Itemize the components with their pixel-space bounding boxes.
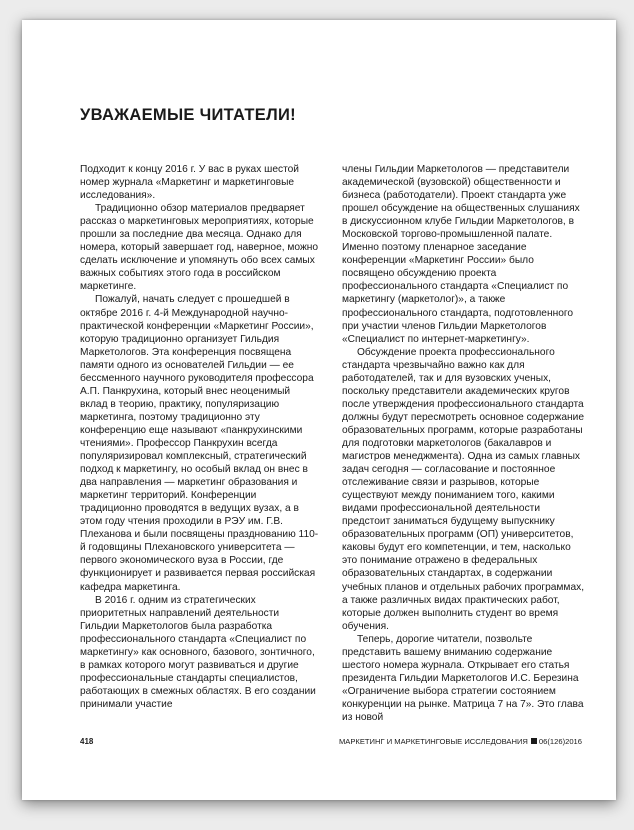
paragraph: члены Гильдии Маркетологов — представители академической (вузовской) общественности и бизнеса (работодатели). Проект стандарта уже прошел обсуждение на общественных слушаниях в дискуссионном клубе Гильдии Маркетологов, в Московской торгово-промышленной палате. Именно поэтому пленарное заседание конференции «Маркетинг России» было посвящено обсуждению проекта профессионального стандарта «Специалист по маркетингу (маркетолог)», а также профессионального стандарта, подготовленного при участии членов Гильдии Маркетологов «Специалист по интернет-маркетингу». bbox=[342, 164, 580, 345]
paragraph: Теперь, дорогие читатели, позвольте представить вашему вниманию содержание шестого номера журнала. Открывает его статья президента Гильдии Маркетологов И.С. Березина «Ограничение выбора стратегии состоянием конкуренции на рынке. Матрица 7 на 7». Это глава из новой bbox=[342, 633, 584, 723]
paragraph: Подходит к концу 2016 г. У вас в руках шестой номер журнала «Маркетинг и маркетинговые исследования». bbox=[80, 164, 299, 202]
page-number: 418 bbox=[80, 737, 94, 746]
journal-title: МАРКЕТИНГ И МАРКЕТИНГОВЫЕ ИССЛЕДОВАНИЯ bbox=[338, 737, 528, 746]
paragraph: Обсуждение проекта профессионального стандарта чрезвычайно важно как для работодателей, так и для вузовских ученых, поскольку представители академических кругов после утверждения профессионального стандарта должны будут пересмотреть основное содержание образовательных программ, которые разработаны для подготовки маркетологов (бакалавров и магистров менеджмента). Одна из самых главных задач сегодня — согласование и постоянное отслеживание связи и разрывов, которые существуют между пониманием того, какими видами профессиональной деятельности предстоит заниматься будущему выпускнику образовательных программ (ОП) университетов, каковы будут его компетенции, и тем, насколько это понимание отражено в федеральных образовательных стандартах, в содержании учебных планов и отдельных рабочих программах, а также различных видах практических работ, которые должен выполнить студент во время обучения. bbox=[342, 346, 585, 632]
paragraph: Пожалуй, начать следует с прошедшей в октябре 2016 г. 4-й Международной научно-практической конференции «Маркетинг России», которую традиционно организует Гильдия Маркетологов. Эта конференция посвящена памяти одного из основателей Гильдии — ее бессменного научного руководителя профессора А.П. Панкрухина, который внес неоценимый вклад в теорию, практику, популяризацию маркетинга, поэтому традиционно эту конференцию еще называют «панкрухинскими чтениями». Профессор Панкрухин всегда популяризировал комплексный, стратегический подход к маркетингу, но особый вклад он внес в два направления — маркетинг образования и маркетинг территорий. Конференции традиционно проводятся в ведущих вузах, а в этом году чтения проходили в РЭУ им. Г.В. Плеханова и были посвящены празднованию 110-й годовщины Плехановского университета — первого экономического вуза в России, где функционирует и развивается первая российская кафедра маркетинга. bbox=[80, 294, 319, 593]
page-title: УВАЖАЕМЫЕ ЧИТАТЕЛИ! bbox=[80, 106, 296, 124]
square-bullet-icon bbox=[531, 738, 537, 744]
left-column bbox=[80, 163, 320, 711]
journal-running-title bbox=[339, 737, 582, 746]
paragraph: В 2016 г. одним из стратегических приоритетных направлений деятельности Гильдии Маркетологов была разработка профессионального стандарта «Специалист по маркетингу» как основного, базового, зонтичного, в рамках которого могут развиваться и другие профессиональные стандарты специалистов, работающих в смежных областях. В его создании принимали участие bbox=[80, 594, 316, 710]
journal-page bbox=[22, 20, 616, 800]
issue-number: 06(126)2016 bbox=[538, 737, 582, 746]
right-column bbox=[342, 163, 586, 724]
paragraph: Традиционно обзор материалов предваряет рассказ о маркетинговых мероприятиях, которые прошли за последние два месяца. Однако для номера, который завершает год, наверное, можно сделать исключение и упомянуть обо всех самых важных событиях этого года в российском маркетинге. bbox=[80, 203, 319, 293]
